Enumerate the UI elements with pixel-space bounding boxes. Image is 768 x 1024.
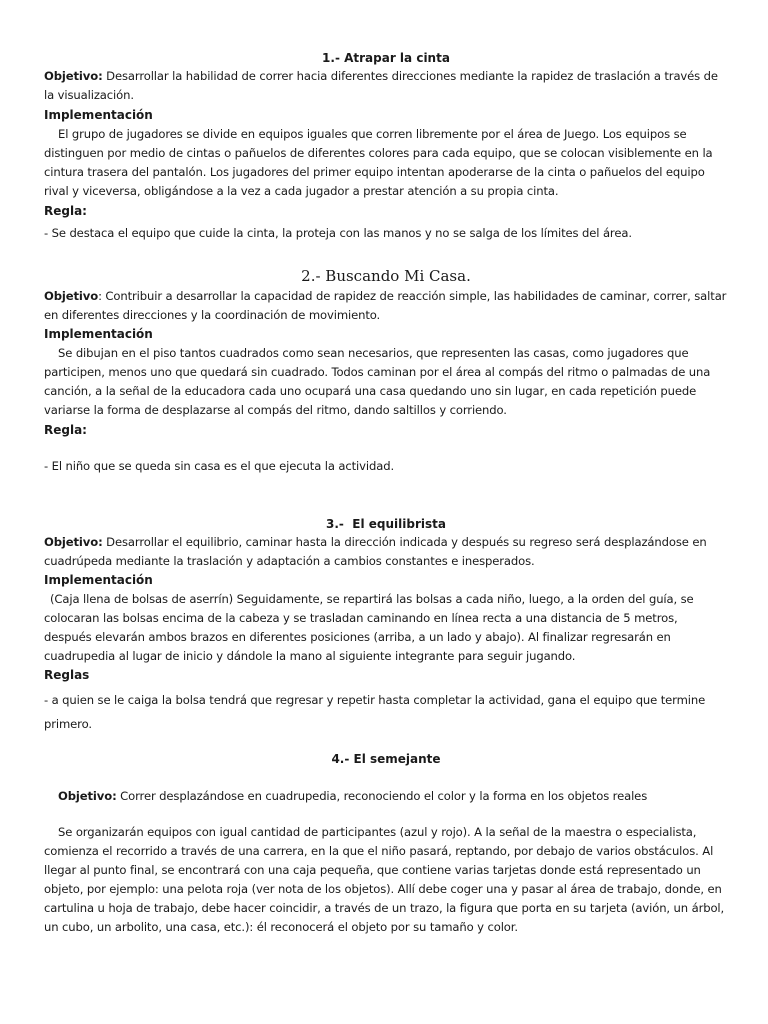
objetivo-text: : Contribuir a desarrollar la capacidad de rapidez de reacción simple, las habilidades de caminar, correr, saltar en diferentes direcciones y la coordinación de movimiento. [44, 289, 727, 322]
objetivo-paragraph [44, 67, 728, 105]
implementacion-label: Implementación [44, 573, 153, 587]
section-title: 2.- Buscando Mi Casa. [301, 267, 471, 285]
implementacion-label: Implementación [44, 327, 153, 341]
implementacion-text: Se dibujan en el piso tantos cuadrados como sean necesarios, que representen las casas, como jugadores que participen, menos uno que quedará sin cuadrado. Todos caminan por el área al compás del ritmo o palmadas de una canción, a la señal de la educadora cada uno ocupará una casa quedando uno sin lugar, en cada repetición puede variarse la forma de desplazarse al compás del ritmo, dando saltillos y corriendo. [44, 346, 711, 417]
objetivo-text: Desarrollar el equilibrio, caminar hasta la dirección indicada y después su regreso será desplazándose en cuadrúpeda mediante la traslación y adaptación a cambios constantes e inesperados. [44, 535, 707, 568]
objetivo-paragraph [44, 787, 728, 806]
implementacion-label: Implementación [44, 108, 153, 122]
section-1 [44, 50, 728, 243]
section-title: 3.- El equilibrista [326, 517, 446, 531]
section-3 [44, 516, 728, 736]
section-2 [44, 266, 728, 476]
regla-text: - a quien se le caiga la bolsa tendrá que regresar y repetir hasta completar la actividad, gana el equipo que termine primero. [44, 693, 706, 731]
objetivo-label: Objetivo: [58, 789, 117, 803]
objetivo-label: Objetivo: [44, 535, 103, 549]
objetivo-label: Objetivo: [44, 69, 103, 83]
objetivo-paragraph [44, 533, 728, 571]
section-title: 1.- Atrapar la cinta [322, 51, 450, 65]
objetivo-text: Correr desplazándose en cuadrupedia, reconociendo el color y la forma en los objetos reales [116, 789, 648, 803]
objetivo-paragraph [44, 287, 728, 325]
regla-label: Regla: [44, 204, 87, 218]
objetivo-label: Objetivo [44, 289, 99, 303]
regla-text: - El niño que se queda sin casa es el que ejecuta la actividad. [44, 459, 395, 473]
regla-text: - Se destaca el equipo que cuide la cinta, la proteja con las manos y no se salga de los límites del área. [44, 226, 632, 240]
regla-label: Regla: [44, 423, 87, 437]
section-title: 4.- El semejante [331, 752, 441, 766]
body-text: Se organizarán equipos con igual cantidad de participantes (azul y rojo). A la señal de la maestra o especialista, comienza el recorrido a través de una carrera, en la que el niño pasará, reptando, por debajo de varios obstáculos. Al llegar al punto final, se encontrará con una caja pequeña, que contiene varias tarjetas donde está representado un objeto, por ejemplo: una pelota roja (ver nota de los objetos). Allí debe coger una y pasar al área de trabajo, donde, en cartulina u hoja de trabajo, debe hacer coincidir, a través de un trazo, la figura que porta en su tarjeta (avión, un árbol, un cubo, un arbolito, una casa, etc.): él reconocerá el objeto por su tamaño y color. [44, 825, 725, 934]
regla-label: Reglas [44, 668, 90, 682]
implementacion-text: El grupo de jugadores se divide en equipos iguales que corren libremente por el área de Juego. Los equipos se distinguen por medio de cintas o pañuelos de diferentes colores para cada equipo, que se colocan visiblemente en la cintura trasera del pantalón. Los jugadores del primer equipo intentan apoderarse de la cinta o pañuelos del equipo rival y viceversa, obligándose a la vez a cada jugador a prestar atención a su propia cinta. [44, 127, 713, 198]
objetivo-text: Desarrollar la habilidad de correr hacia diferentes direcciones mediante la rapidez de traslación a través de la visualización. [44, 69, 718, 102]
section-4 [44, 751, 728, 937]
implementacion-text: (Caja llena de bolsas de aserrín) Seguidamente, se repartirá las bolsas a cada niño, luego, a la orden del guía, se colocaran las bolsas encima de la cabeza y se trasladan caminando en línea recta a una distancia de 5 metros, después elevarán ambos brazos en diferentes posiciones (arriba, a un lado y abajo). Al finalizar regresarán en cuadrupedia al lugar de inicio y dándole la mano al siguiente integrante para seguir jugando. [44, 592, 694, 663]
